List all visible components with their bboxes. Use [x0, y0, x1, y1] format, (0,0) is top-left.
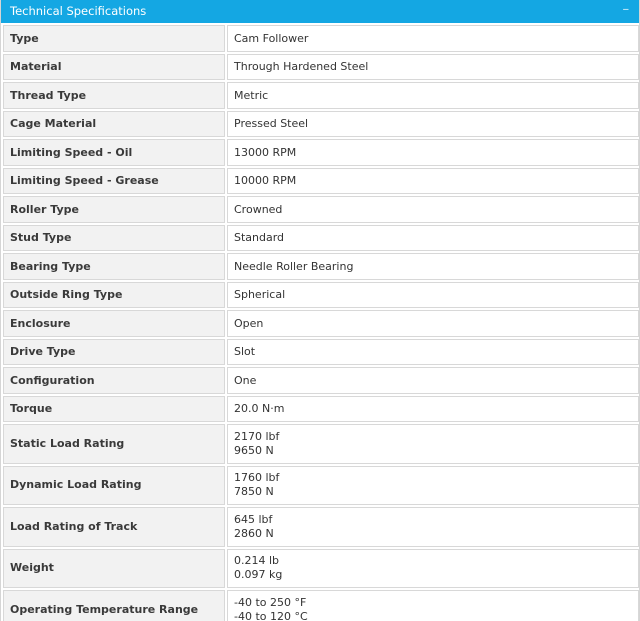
- table-row: [3, 507, 639, 547]
- spec-value: [227, 82, 639, 109]
- spec-value: [227, 466, 639, 506]
- spec-value-line: 2860 N: [234, 526, 274, 540]
- spec-label: Roller Type: [3, 196, 225, 223]
- spec-value-line: Spherical: [234, 288, 286, 302]
- spec-value: [227, 25, 639, 52]
- table-row: [3, 339, 639, 366]
- spec-label: Enclosure: [3, 310, 225, 337]
- table-row: [3, 367, 639, 394]
- spec-value: [227, 225, 639, 252]
- spec-label: Weight: [3, 549, 225, 589]
- panel-title: Technical Specifications: [10, 4, 147, 18]
- spec-value-line: 7850 N: [234, 485, 274, 499]
- spec-value: [227, 310, 639, 337]
- spec-value-line: 13000 RPM: [234, 145, 297, 159]
- spec-value: [227, 590, 639, 621]
- spec-value-line: Slot: [234, 345, 256, 359]
- spec-value-line: Metric: [234, 88, 269, 102]
- spec-label: Operating Temperature Range: [3, 590, 225, 621]
- spec-value: [227, 111, 639, 138]
- spec-value: [227, 168, 639, 195]
- spec-value-line: 10000 RPM: [234, 174, 297, 188]
- spec-label: Outside Ring Type: [3, 282, 225, 309]
- spec-label: Dynamic Load Rating: [3, 466, 225, 506]
- table-row: [3, 82, 639, 109]
- table-row: [3, 225, 639, 252]
- spec-value-line: -40 to 250 °F: [234, 595, 307, 609]
- spec-value-line: -40 to 120 °C: [234, 609, 308, 621]
- spec-value: [227, 282, 639, 309]
- spec-value: [227, 367, 639, 394]
- table-row: [3, 466, 639, 506]
- spec-value-line: 9650 N: [234, 443, 274, 457]
- table-row: [3, 396, 639, 423]
- spec-label: Static Load Rating: [3, 424, 225, 464]
- spec-label: Limiting Speed - Grease: [3, 168, 225, 195]
- spec-label: Cage Material: [3, 111, 225, 138]
- table-row: [3, 111, 639, 138]
- table-row: [3, 310, 639, 337]
- spec-label: Type: [3, 25, 225, 52]
- panel-header[interactable]: [1, 0, 639, 23]
- spec-value-line: 645 lbf: [234, 512, 273, 526]
- spec-label: Drive Type: [3, 339, 225, 366]
- spec-label: Stud Type: [3, 225, 225, 252]
- specs-table: [1, 23, 640, 621]
- spec-value-line: Pressed Steel: [234, 117, 309, 131]
- spec-label: Configuration: [3, 367, 225, 394]
- table-row: [3, 196, 639, 223]
- spec-value-line: Standard: [234, 231, 285, 245]
- spec-value-line: 2170 lbf: [234, 429, 280, 443]
- table-row: [3, 168, 639, 195]
- spec-value-line: Needle Roller Bearing: [234, 259, 354, 273]
- table-row: [3, 54, 639, 81]
- spec-label: Bearing Type: [3, 253, 225, 280]
- spec-value: [227, 549, 639, 589]
- spec-value-line: One: [234, 373, 257, 387]
- table-row: [3, 253, 639, 280]
- spec-label: Torque: [3, 396, 225, 423]
- spec-label: Load Rating of Track: [3, 507, 225, 547]
- spec-value: [227, 196, 639, 223]
- spec-value-line: 0.214 lb: [234, 554, 280, 568]
- spec-label: Material: [3, 54, 225, 81]
- spec-value-line: 0.097 kg: [234, 568, 283, 582]
- spec-value-line: Cam Follower: [234, 31, 309, 45]
- spec-value: [227, 253, 639, 280]
- spec-label: Limiting Speed - Oil: [3, 139, 225, 166]
- spec-value: [227, 339, 639, 366]
- spec-value-line: Open: [234, 316, 264, 330]
- table-row: [3, 590, 639, 621]
- spec-value-line: 20.0 N·m: [234, 402, 285, 416]
- spec-label: Thread Type: [3, 82, 225, 109]
- table-row: [3, 139, 639, 166]
- table-row: [3, 282, 639, 309]
- table-row: [3, 549, 639, 589]
- spec-value: [227, 507, 639, 547]
- spec-value-line: Through Hardened Steel: [234, 60, 369, 74]
- table-row: [3, 25, 639, 52]
- spec-value: [227, 396, 639, 423]
- spec-value: [227, 54, 639, 81]
- spec-value: [227, 424, 639, 464]
- spec-value-line: Crowned: [234, 202, 283, 216]
- table-row: [3, 424, 639, 464]
- minus-icon[interactable]: ‒: [622, 4, 629, 15]
- spec-value-line: 1760 lbf: [234, 471, 280, 485]
- spec-value: [227, 139, 639, 166]
